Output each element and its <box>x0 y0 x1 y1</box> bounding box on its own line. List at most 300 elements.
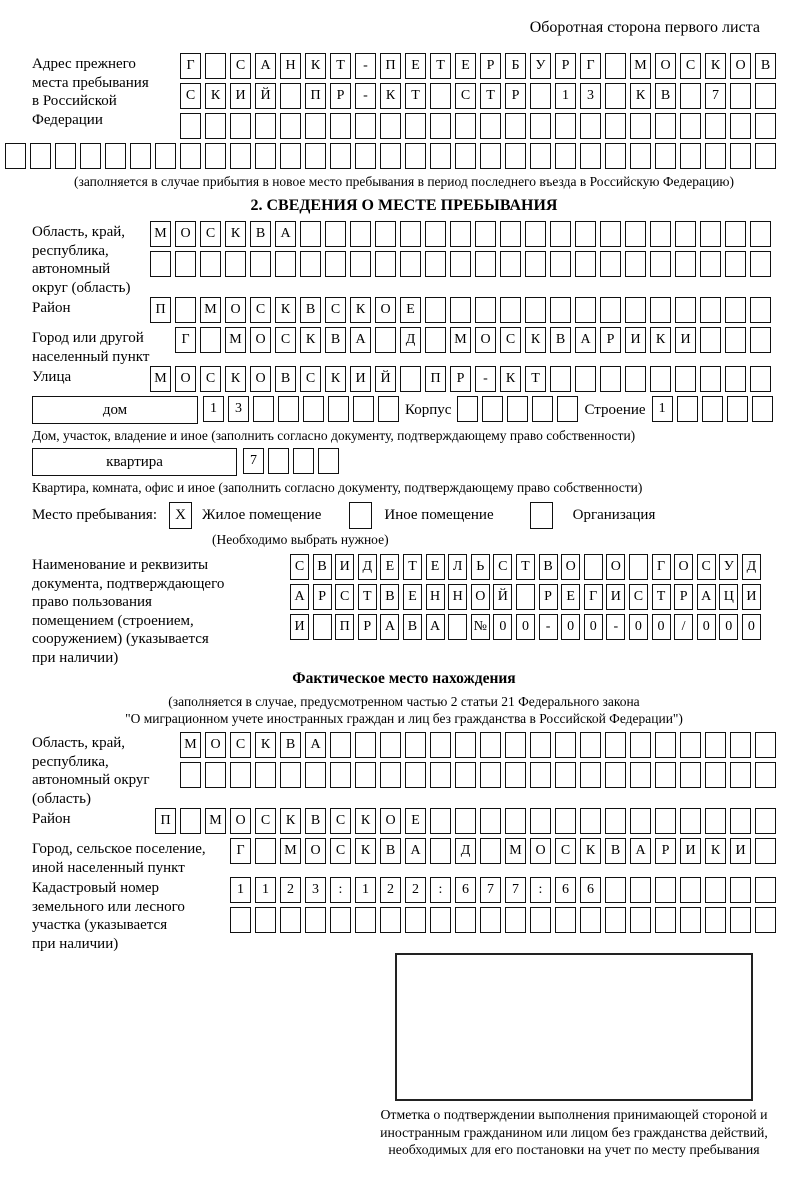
char-cell: К <box>355 838 376 864</box>
char-cell: С <box>255 808 276 834</box>
char-cell <box>430 808 451 834</box>
char-cell: О <box>250 327 271 353</box>
char-cell <box>580 143 601 169</box>
char-cell: № <box>471 614 490 640</box>
char-cell <box>350 251 371 277</box>
char-cell <box>200 327 221 353</box>
house-number-cells <box>203 396 399 422</box>
char-cell <box>750 366 771 392</box>
char-cell: 1 <box>555 83 576 109</box>
char-cell: В <box>280 732 301 758</box>
char-cell <box>230 143 251 169</box>
actual-region-row-2 <box>180 762 776 788</box>
checkbox-other-premises <box>349 502 372 529</box>
char-cell <box>680 808 701 834</box>
char-cell: И <box>606 584 625 610</box>
stay-type-block <box>32 502 776 529</box>
char-cell: 0 <box>652 614 671 640</box>
char-cell: В <box>539 554 558 580</box>
char-cell: О <box>175 221 196 247</box>
char-cell <box>350 221 371 247</box>
char-cell: 1 <box>203 396 224 422</box>
char-cell <box>480 808 501 834</box>
char-cell <box>230 113 251 139</box>
house-note: Дом, участок, владение и иное (заполнить согласно документу, подтверждающему право собственности) <box>32 428 636 443</box>
char-cell <box>680 83 701 109</box>
char-cell <box>605 732 626 758</box>
char-cell: К <box>500 366 521 392</box>
char-cell <box>530 83 551 109</box>
char-cell: И <box>290 614 309 640</box>
char-cell <box>400 221 421 247</box>
char-cell <box>375 327 396 353</box>
char-cell: В <box>275 366 296 392</box>
char-cell <box>225 251 246 277</box>
char-cell: 0 <box>561 614 580 640</box>
district-row <box>150 297 771 323</box>
char-cell: М <box>200 297 221 323</box>
street-row <box>150 366 771 392</box>
char-cell <box>255 143 276 169</box>
checkbox-residential: X <box>169 502 192 529</box>
char-cell: Т <box>403 554 422 580</box>
prev-address-row-3 <box>180 113 776 139</box>
char-cell: Д <box>400 327 421 353</box>
char-cell: В <box>380 584 399 610</box>
char-cell <box>605 53 626 79</box>
char-cell <box>250 251 271 277</box>
char-cell <box>575 297 596 323</box>
char-cell: В <box>313 554 332 580</box>
char-cell <box>650 251 671 277</box>
char-cell <box>380 762 401 788</box>
char-cell <box>655 907 676 933</box>
char-cell: Т <box>516 554 535 580</box>
char-cell <box>305 113 326 139</box>
char-cell <box>625 251 646 277</box>
district-label: Район <box>32 300 71 316</box>
char-cell: М <box>505 838 526 864</box>
char-cell: О <box>475 327 496 353</box>
prev-address-row-4 <box>5 143 776 169</box>
char-cell <box>650 297 671 323</box>
char-cell <box>677 396 698 422</box>
char-cell: 0 <box>719 614 738 640</box>
char-cell <box>725 327 746 353</box>
char-cell <box>330 113 351 139</box>
char-cell <box>275 251 296 277</box>
char-cell <box>605 113 626 139</box>
char-cell <box>305 762 326 788</box>
char-cell: Е <box>403 584 422 610</box>
char-cell <box>305 143 326 169</box>
char-cell <box>450 297 471 323</box>
char-cell <box>555 808 576 834</box>
char-cell: В <box>300 297 321 323</box>
char-cell: У <box>530 53 551 79</box>
char-cell: : <box>430 877 451 903</box>
char-cell <box>516 584 535 610</box>
char-cell: Е <box>561 584 580 610</box>
char-cell: П <box>335 614 354 640</box>
char-cell: О <box>561 554 580 580</box>
char-cell <box>55 143 76 169</box>
street-block <box>32 366 776 396</box>
char-cell: В <box>755 53 776 79</box>
char-cell <box>750 221 771 247</box>
char-cell <box>575 251 596 277</box>
char-cell: Й <box>255 83 276 109</box>
char-cell <box>680 762 701 788</box>
char-cell: 0 <box>629 614 648 640</box>
prev-address-label: Адрес прежнего места пребывания в Российской Федерации <box>32 56 149 128</box>
char-cell: И <box>675 327 696 353</box>
char-cell <box>355 732 376 758</box>
house-block <box>32 396 776 424</box>
char-cell: С <box>230 53 251 79</box>
char-cell: 6 <box>455 877 476 903</box>
city-block <box>32 327 776 366</box>
char-cell <box>255 838 276 864</box>
prev-address-row-1 <box>180 53 776 79</box>
char-cell: - <box>475 366 496 392</box>
char-cell <box>400 251 421 277</box>
apartment-note: Квартира, комната, офис и иное (заполнить согласно документу, подтверждающему право собственности) <box>32 480 643 495</box>
char-cell: А <box>255 53 276 79</box>
char-cell: В <box>550 327 571 353</box>
char-cell <box>750 297 771 323</box>
char-cell: 0 <box>584 614 603 640</box>
char-cell <box>555 113 576 139</box>
actual-district-block <box>32 808 776 838</box>
char-cell <box>550 297 571 323</box>
char-cell: С <box>555 838 576 864</box>
char-cell <box>480 143 501 169</box>
char-cell: Р <box>480 53 501 79</box>
cadastre-block <box>32 877 776 953</box>
char-cell <box>584 554 603 580</box>
document-row-2 <box>290 584 761 610</box>
char-cell <box>605 907 626 933</box>
char-cell: О <box>250 366 271 392</box>
char-cell: А <box>290 584 309 610</box>
char-cell: М <box>225 327 246 353</box>
char-cell <box>702 396 723 422</box>
char-cell <box>525 221 546 247</box>
char-cell <box>293 448 314 474</box>
char-cell: В <box>655 83 676 109</box>
stroenie-cells <box>652 396 773 422</box>
char-cell: : <box>330 877 351 903</box>
char-cell: А <box>350 327 371 353</box>
char-cell <box>255 907 276 933</box>
char-cell: 3 <box>305 877 326 903</box>
char-cell: А <box>630 838 651 864</box>
char-cell: Т <box>405 83 426 109</box>
char-cell <box>80 143 101 169</box>
char-cell <box>330 143 351 169</box>
char-cell: О <box>175 366 196 392</box>
char-cell <box>430 113 451 139</box>
char-cell: Й <box>375 366 396 392</box>
char-cell <box>752 396 773 422</box>
char-cell <box>330 732 351 758</box>
apartment-block <box>32 448 776 476</box>
char-cell: Ь <box>471 554 490 580</box>
char-cell <box>705 732 726 758</box>
char-cell <box>555 907 576 933</box>
char-cell: М <box>150 221 171 247</box>
char-cell: М <box>180 732 201 758</box>
char-cell <box>550 366 571 392</box>
char-cell: С <box>230 732 251 758</box>
char-cell <box>705 113 726 139</box>
char-cell: К <box>355 808 376 834</box>
char-cell <box>155 143 176 169</box>
char-cell <box>200 251 221 277</box>
char-cell: - <box>355 53 376 79</box>
char-cell <box>600 221 621 247</box>
char-cell: К <box>705 838 726 864</box>
char-cell <box>430 838 451 864</box>
char-cell: С <box>330 808 351 834</box>
char-cell <box>705 143 726 169</box>
char-cell: Г <box>175 327 196 353</box>
char-cell: К <box>705 53 726 79</box>
char-cell <box>405 732 426 758</box>
char-cell <box>725 297 746 323</box>
char-cell <box>325 251 346 277</box>
char-cell <box>425 327 446 353</box>
char-cell: В <box>605 838 626 864</box>
char-cell <box>355 113 376 139</box>
char-cell <box>655 113 676 139</box>
actual-district-row <box>155 808 776 834</box>
char-cell <box>730 143 751 169</box>
char-cell <box>575 366 596 392</box>
char-cell: Р <box>358 614 377 640</box>
char-cell: А <box>380 614 399 640</box>
char-cell <box>755 808 776 834</box>
char-cell <box>705 808 726 834</box>
char-cell <box>375 221 396 247</box>
char-cell <box>405 143 426 169</box>
char-cell: 0 <box>516 614 535 640</box>
char-cell <box>353 396 374 422</box>
char-cell <box>30 143 51 169</box>
char-cell <box>730 762 751 788</box>
char-cell <box>380 907 401 933</box>
char-cell: С <box>200 221 221 247</box>
char-cell: Г <box>652 554 671 580</box>
char-cell: С <box>697 554 716 580</box>
char-cell <box>530 808 551 834</box>
stamp-box <box>395 953 753 1101</box>
char-cell: Г <box>230 838 251 864</box>
char-cell: Р <box>330 83 351 109</box>
char-cell: С <box>680 53 701 79</box>
char-cell: И <box>350 366 371 392</box>
cadastre-row-2 <box>230 907 776 933</box>
char-cell: М <box>450 327 471 353</box>
char-cell <box>457 396 478 422</box>
char-cell <box>630 907 651 933</box>
char-cell <box>405 113 426 139</box>
char-cell: П <box>425 366 446 392</box>
char-cell <box>700 297 721 323</box>
char-cell <box>705 877 726 903</box>
char-cell <box>253 396 274 422</box>
char-cell <box>530 113 551 139</box>
char-cell <box>755 762 776 788</box>
char-cell: Р <box>600 327 621 353</box>
char-cell <box>205 113 226 139</box>
char-cell: И <box>730 838 751 864</box>
char-cell: М <box>205 808 226 834</box>
char-cell: К <box>280 808 301 834</box>
char-cell <box>475 297 496 323</box>
char-cell <box>430 907 451 933</box>
char-cell: П <box>380 53 401 79</box>
char-cell <box>630 143 651 169</box>
char-cell <box>180 808 201 834</box>
char-cell: Е <box>405 808 426 834</box>
char-cell <box>180 143 201 169</box>
char-cell: Т <box>330 53 351 79</box>
char-cell <box>450 251 471 277</box>
char-cell: Т <box>525 366 546 392</box>
char-cell <box>5 143 26 169</box>
char-cell <box>318 448 339 474</box>
char-cell: Т <box>652 584 671 610</box>
char-cell <box>630 113 651 139</box>
char-cell <box>425 251 446 277</box>
char-cell <box>650 366 671 392</box>
apartment-cells <box>243 448 339 474</box>
document-label: Наименование и реквизиты документа, подтверждающего право пользования помещением (строением, сооружением) (указывается при наличии) <box>32 557 225 666</box>
char-cell: О <box>674 554 693 580</box>
char-cell: С <box>493 554 512 580</box>
actual-city-label: Город, сельское поселение, иной населенный пункт <box>32 841 206 876</box>
char-cell: К <box>255 732 276 758</box>
char-cell: И <box>230 83 251 109</box>
document-row-1 <box>290 554 761 580</box>
korpus-label: Корпус <box>405 402 452 418</box>
char-cell: 7 <box>243 448 264 474</box>
char-cell <box>755 907 776 933</box>
char-cell <box>580 732 601 758</box>
char-cell <box>725 251 746 277</box>
region-row-2 <box>150 251 771 277</box>
document-block <box>32 554 776 667</box>
char-cell <box>530 143 551 169</box>
char-cell <box>313 614 332 640</box>
char-cell <box>755 838 776 864</box>
char-cell <box>705 907 726 933</box>
char-cell <box>130 143 151 169</box>
char-cell: К <box>305 53 326 79</box>
char-cell <box>655 762 676 788</box>
char-cell: С <box>275 327 296 353</box>
char-cell: Е <box>426 554 445 580</box>
char-cell <box>525 251 546 277</box>
char-cell: 2 <box>405 877 426 903</box>
char-cell: 1 <box>355 877 376 903</box>
char-cell <box>730 877 751 903</box>
char-cell <box>278 396 299 422</box>
char-cell <box>205 143 226 169</box>
char-cell <box>380 143 401 169</box>
prev-address-note: (заполняется в случае прибытия в новое место пребывания в период последнего въезда в Российскую Федерацию) <box>73 174 735 189</box>
char-cell <box>482 396 503 422</box>
char-cell <box>230 762 251 788</box>
char-cell: - <box>606 614 625 640</box>
char-cell: К <box>650 327 671 353</box>
char-cell <box>180 762 201 788</box>
char-cell <box>680 877 701 903</box>
char-cell <box>605 143 626 169</box>
char-cell <box>580 808 601 834</box>
char-cell: П <box>305 83 326 109</box>
char-cell: С <box>250 297 271 323</box>
char-cell <box>530 732 551 758</box>
char-cell: Е <box>405 53 426 79</box>
char-cell <box>375 251 396 277</box>
char-cell: 1 <box>230 877 251 903</box>
char-cell <box>630 732 651 758</box>
char-cell: Т <box>358 584 377 610</box>
char-cell: К <box>205 83 226 109</box>
char-cell: О <box>471 584 490 610</box>
char-cell <box>605 762 626 788</box>
char-cell: И <box>742 584 761 610</box>
char-cell: - <box>539 614 558 640</box>
char-cell <box>430 83 451 109</box>
char-cell: С <box>629 584 648 610</box>
char-cell <box>280 762 301 788</box>
char-cell: Е <box>455 53 476 79</box>
char-cell: 3 <box>580 83 601 109</box>
char-cell: К <box>350 297 371 323</box>
stay-type-note: (Необходимо выбрать нужное) <box>212 532 389 547</box>
actual-region-row-1 <box>180 732 776 758</box>
stay-option-organization: Организация <box>572 507 656 523</box>
char-cell: О <box>225 297 246 323</box>
char-cell <box>180 113 201 139</box>
char-cell: К <box>275 297 296 323</box>
char-cell <box>355 762 376 788</box>
page-title: Оборотная сторона первого листа <box>529 19 760 36</box>
char-cell <box>705 762 726 788</box>
char-cell: Й <box>493 584 512 610</box>
char-cell <box>755 877 776 903</box>
char-cell: Т <box>430 53 451 79</box>
actual-note-1: (заполняется в случае, предусмотренном частью 2 статьи 21 Федерального закона <box>168 694 640 709</box>
char-cell: К <box>225 366 246 392</box>
char-cell <box>328 396 349 422</box>
char-cell <box>255 762 276 788</box>
char-cell: К <box>630 83 651 109</box>
char-cell <box>330 762 351 788</box>
char-cell: С <box>180 83 201 109</box>
char-cell: 0 <box>742 614 761 640</box>
char-cell: К <box>300 327 321 353</box>
char-cell: К <box>380 83 401 109</box>
char-cell: С <box>300 366 321 392</box>
char-cell: 6 <box>555 877 576 903</box>
char-cell <box>730 808 751 834</box>
char-cell <box>555 732 576 758</box>
